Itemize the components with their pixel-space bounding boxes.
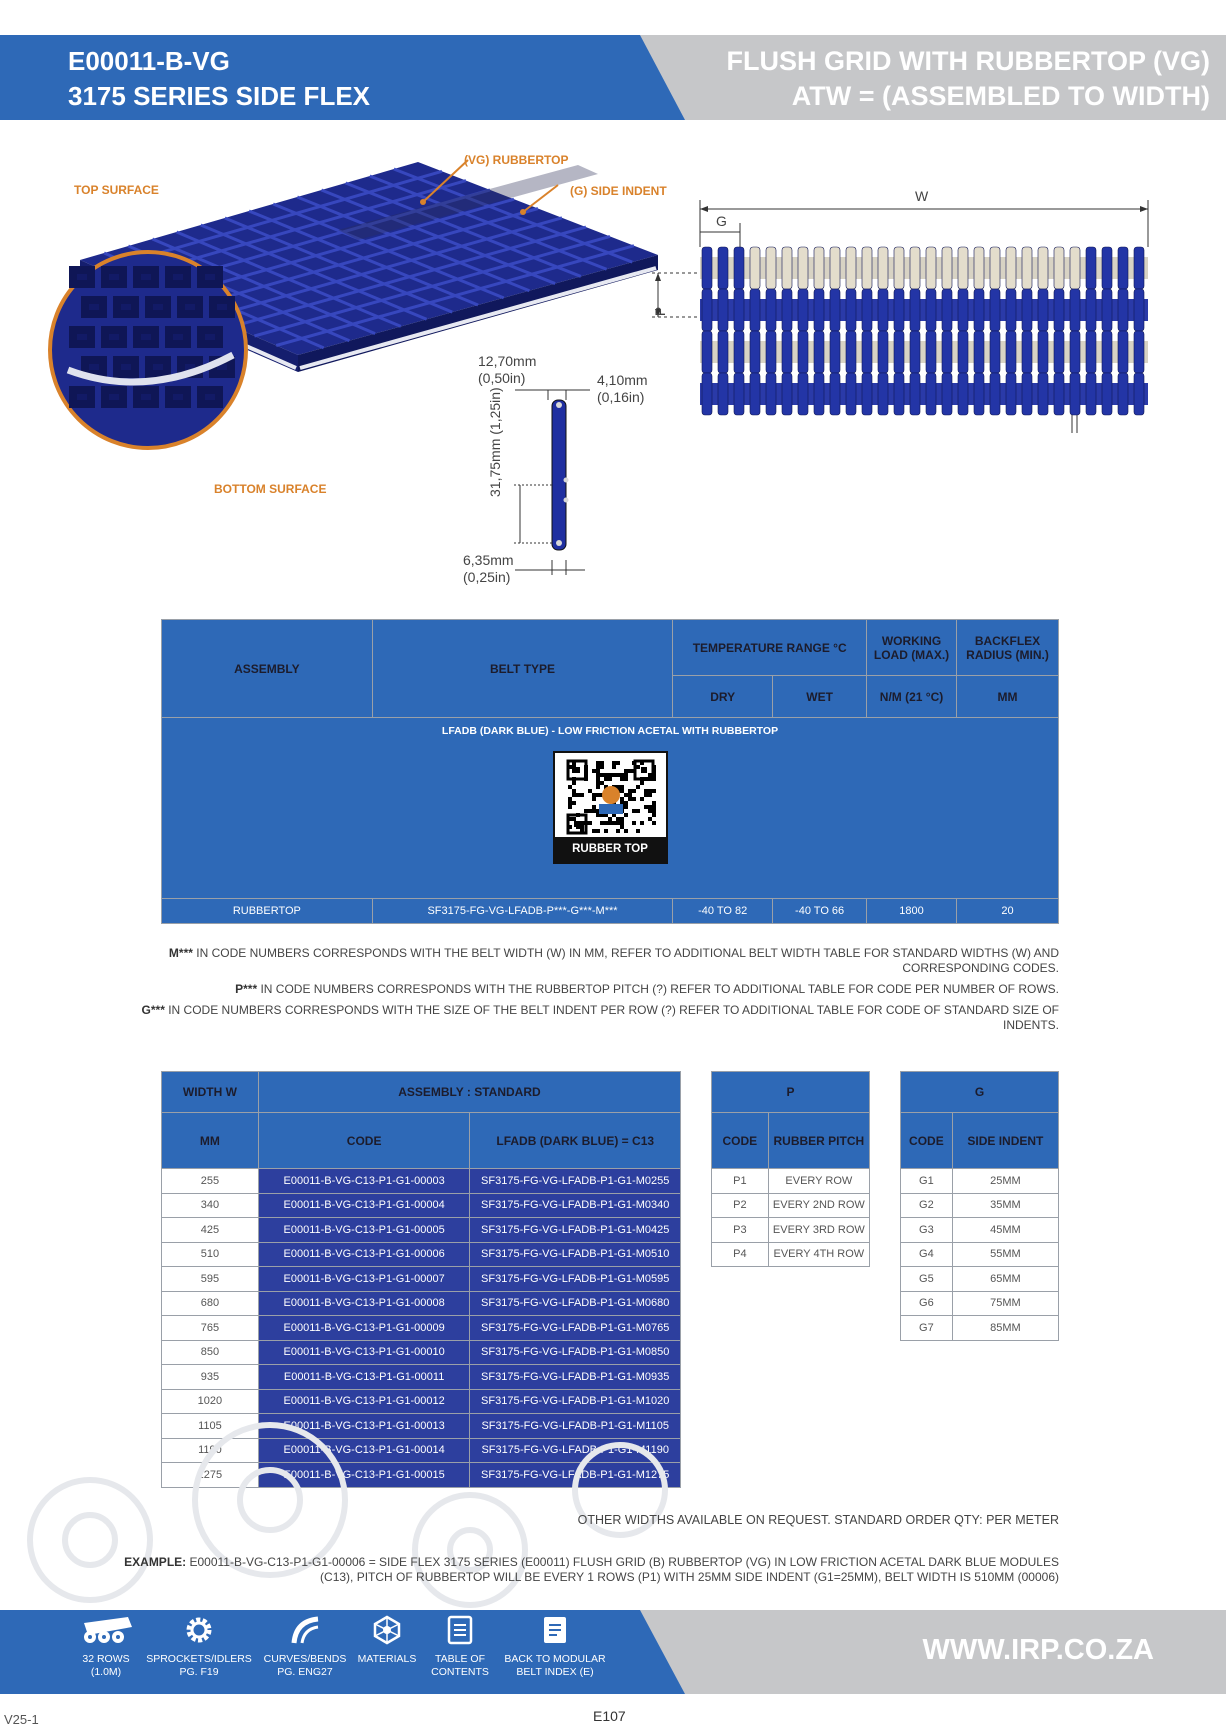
example-text2: (C13), PITCH OF RUBBERTOP WILL BE EVERY 1 ROWS (P1) WITH 25MM SIDE INDENT (G1=25MM), BELT WIDTH IS 510MM (00006) <box>320 1570 1059 1584</box>
mm-header: MM <box>162 1113 259 1169</box>
lfadb-code-cell: SF3175-FG-VG-LFADB-P1-G1-M1275 <box>470 1463 681 1488</box>
nav-materials-l1: MATERIALS <box>357 1653 417 1665</box>
assembly-code-cell: E00011-B-VG-C13-P1-G1-00009 <box>258 1316 470 1341</box>
table-row <box>712 1218 870 1243</box>
nav-back-l2: BELT INDEX (E) <box>516 1666 594 1678</box>
base-in: (0,25in) <box>463 569 511 585</box>
assembly-code-cell: E00011-B-VG-C13-P1-G1-00014 <box>258 1438 470 1463</box>
row-load: 1800 <box>867 899 957 924</box>
width-mm-cell: 1275 <box>162 1463 259 1488</box>
product-title <box>68 44 370 114</box>
nav-toc-l1: TABLE OF <box>435 1653 485 1665</box>
row-belt-type: SF3175-FG-VG-LFADB-P***-G***-M*** <box>372 899 673 924</box>
version-label: V25-1 <box>4 1712 39 1727</box>
qr-code[interactable] <box>553 751 668 864</box>
width-mm-cell: 680 <box>162 1291 259 1316</box>
materials-icon <box>372 1615 402 1645</box>
pitch-in: (0,50in) <box>478 370 526 386</box>
nav-materials[interactable] <box>356 1615 418 1666</box>
document-icon <box>542 1615 568 1645</box>
curve-icon <box>290 1615 320 1645</box>
table-row <box>162 1218 681 1243</box>
lfadb-code-cell: SF3175-FG-VG-LFADB-P1-G1-M0425 <box>470 1218 681 1243</box>
base-dimension <box>463 552 514 586</box>
rubbertop-label: (VG) RUBBERTOP <box>464 153 569 167</box>
note-p-key: P*** <box>235 982 258 996</box>
table-row <box>162 1193 681 1218</box>
row-radius: 20 <box>957 899 1059 924</box>
bottom-surface-label: BOTTOM SURFACE <box>214 482 327 496</box>
g-code-cell: G1 <box>901 1169 953 1194</box>
assembly-code-cell: E00011-B-VG-C13-P1-G1-00006 <box>258 1242 470 1267</box>
width-mm-cell: 765 <box>162 1316 259 1341</box>
g-indent-cell: 35MM <box>952 1193 1058 1218</box>
col-working-load: WORKING LOAD (MAX.) <box>867 620 957 676</box>
g-indent-cell: 65MM <box>952 1267 1058 1292</box>
note-g-text2: INDENTS. <box>1002 1018 1059 1032</box>
note-m-text: IN CODE NUMBERS CORRESPONDS WITH THE BELT WIDTH (W) IN MM, REFER TO ADDITIONAL BELT WIDTH TABLE FOR STANDARD WIDTHS (W) AND <box>192 946 1059 960</box>
width-mm-cell: 1105 <box>162 1414 259 1439</box>
pitch-symbol: P <box>652 306 669 317</box>
table-row <box>162 1316 681 1341</box>
width-mm-cell: 1020 <box>162 1389 259 1414</box>
nav-sprockets-l2: PG. F19 <box>179 1666 219 1678</box>
g-code-cell: G3 <box>901 1218 953 1243</box>
table-row <box>162 1242 681 1267</box>
p-code-header: CODE <box>712 1113 769 1169</box>
base-mm: 6,35mm <box>463 552 514 568</box>
row-assembly: RUBBERTOP <box>162 899 373 924</box>
nav-curves-l2: PG. ENG27 <box>277 1666 333 1678</box>
nav-curves[interactable] <box>260 1615 350 1679</box>
g-code-cell: G2 <box>901 1193 953 1218</box>
table-row <box>901 1218 1059 1243</box>
p-pitch-cell: EVERY 2ND ROW <box>768 1193 869 1218</box>
width-mm-cell: 595 <box>162 1267 259 1292</box>
material-title: LFADB (DARK BLUE) - LOW FRICTION ACETAL WITH RUBBERTOP <box>441 725 779 737</box>
assembly-code-cell: E00011-B-VG-C13-P1-G1-00003 <box>258 1169 470 1194</box>
g-indent-cell: 75MM <box>952 1291 1058 1316</box>
g-indent-cell: 45MM <box>952 1218 1058 1243</box>
width-symbol: W <box>915 188 929 204</box>
g-code-cell: G4 <box>901 1242 953 1267</box>
width-header: WIDTH W <box>162 1072 259 1113</box>
lfadb-header: LFADB (DARK BLUE) = C13 <box>470 1113 681 1169</box>
nav-curves-l1: CURVES/BENDS <box>263 1653 347 1665</box>
col-assembly: ASSEMBLY <box>162 620 373 718</box>
nav-back-to-index[interactable] <box>502 1615 608 1679</box>
website-link[interactable]: WWW.IRP.CO.ZA <box>922 1634 1154 1666</box>
height-dimension <box>487 387 504 497</box>
g-indent-cell: 25MM <box>952 1169 1058 1194</box>
g-indent-cell: 85MM <box>952 1316 1058 1341</box>
assembly-code-cell: E00011-B-VG-C13-P1-G1-00007 <box>258 1267 470 1292</box>
lfadb-code-cell: SF3175-FG-VG-LFADB-P1-G1-M1105 <box>470 1414 681 1439</box>
width-mm-cell: 255 <box>162 1169 259 1194</box>
assembly-code-cell: E00011-B-VG-C13-P1-G1-00013 <box>258 1414 470 1439</box>
indent-symbol: G <box>716 213 727 229</box>
lfadb-code-cell: SF3175-FG-VG-LFADB-P1-G1-M0340 <box>470 1193 681 1218</box>
top-surface-label: TOP SURFACE <box>74 183 159 197</box>
lfadb-code-cell: SF3175-FG-VG-LFADB-P1-G1-M0510 <box>470 1242 681 1267</box>
width-mm-cell: 510 <box>162 1242 259 1267</box>
product-subtitle <box>727 44 1211 114</box>
table-row <box>901 1193 1059 1218</box>
lfadb-code-cell: SF3175-FG-VG-LFADB-P1-G1-M0765 <box>470 1316 681 1341</box>
note-m-key: M*** <box>168 946 193 960</box>
width-mm-cell: 340 <box>162 1193 259 1218</box>
p-table <box>711 1071 870 1267</box>
table-row <box>162 1340 681 1365</box>
subtitle-line1: FLUSH GRID WITH RUBBERTOP (VG) <box>726 46 1210 76</box>
table-row <box>162 1267 681 1292</box>
width-mm-cell: 1190 <box>162 1438 259 1463</box>
col-nm: N/M (21 °C) <box>867 676 957 718</box>
qr-pattern-icon <box>555 757 666 837</box>
table-row <box>901 1242 1059 1267</box>
nav-back-l1: BACK TO MODULAR <box>504 1653 606 1665</box>
belt-icon <box>78 1615 134 1645</box>
assembly-code-cell: E00011-B-VG-C13-P1-G1-00010 <box>258 1340 470 1365</box>
g-code-cell: G5 <box>901 1267 953 1292</box>
lfadb-code-cell: SF3175-FG-VG-LFADB-P1-G1-M0255 <box>470 1169 681 1194</box>
nav-toc-l2: CONTENTS <box>431 1666 489 1678</box>
lfadb-code-cell: SF3175-FG-VG-LFADB-P1-G1-M0680 <box>470 1291 681 1316</box>
nav-sprockets[interactable] <box>146 1615 252 1679</box>
p-code-cell: P1 <box>712 1169 769 1194</box>
nav-32-rows-l2: (1.0M) <box>90 1666 122 1678</box>
p-pitch-header: RUBBER PITCH <box>768 1113 869 1169</box>
side-indent-label: (G) SIDE INDENT <box>570 184 667 198</box>
row-wet: -40 TO 66 <box>773 899 867 924</box>
product-series: 3175 SERIES SIDE FLEX <box>68 81 371 111</box>
pitch-mm: 12,70mm <box>478 353 537 369</box>
col-wet: WET <box>773 676 867 718</box>
g-code-cell: G7 <box>901 1316 953 1341</box>
nav-32-rows-l1: 32 ROWS <box>82 1653 130 1665</box>
example-label: EXAMPLE: <box>124 1555 187 1569</box>
assembly-code-cell: E00011-B-VG-C13-P1-G1-00015 <box>258 1463 470 1488</box>
note-g <box>142 1003 1059 1033</box>
note-m <box>169 946 1059 976</box>
table-row <box>901 1267 1059 1292</box>
nav-table-of-contents[interactable] <box>428 1615 492 1679</box>
thickness-in: (0,16in) <box>597 389 645 405</box>
assembly-code-cell: E00011-B-VG-C13-P1-G1-00008 <box>258 1291 470 1316</box>
other-widths-note: OTHER WIDTHS AVAILABLE ON REQUEST. STANDARD ORDER QTY: PER METER <box>577 1513 1059 1527</box>
table-row <box>712 1169 870 1194</box>
table-row <box>162 1291 681 1316</box>
g-indent-cell: 55MM <box>952 1242 1058 1267</box>
col-dry: DRY <box>673 676 773 718</box>
p-code-cell: P3 <box>712 1218 769 1243</box>
thickness-mm: 4,10mm <box>597 372 648 388</box>
note-g-text: IN CODE NUMBERS CORRESPONDS WITH THE SIZE OF THE BELT INDENT PER ROW (?) REFER TO ADDITIONAL TABLE FOR CODE OF STANDARD SIZE OF <box>164 1003 1059 1017</box>
table-row <box>162 1169 681 1194</box>
assembly-standard-header: ASSEMBLY : STANDARD <box>258 1072 680 1113</box>
width-mm-cell: 935 <box>162 1365 259 1390</box>
p-code-cell: P4 <box>712 1242 769 1267</box>
p-pitch-cell: EVERY 3RD ROW <box>768 1218 869 1243</box>
lfadb-code-cell: SF3175-FG-VG-LFADB-P1-G1-M0850 <box>470 1340 681 1365</box>
lfadb-code-cell: SF3175-FG-VG-LFADB-P1-G1-M0595 <box>470 1267 681 1292</box>
table-row <box>901 1316 1059 1341</box>
product-code: E00011-B-VG <box>68 46 230 76</box>
p-pitch-cell: EVERY ROW <box>768 1169 869 1194</box>
g-title: G <box>901 1072 1059 1113</box>
row-dry: -40 TO 82 <box>673 899 773 924</box>
width-mm-cell: 425 <box>162 1218 259 1243</box>
qr-label: RUBBER TOP <box>555 837 666 862</box>
lfadb-code-cell: SF3175-FG-VG-LFADB-P1-G1-M1190 <box>470 1438 681 1463</box>
assembly-code-cell: E00011-B-VG-C13-P1-G1-00005 <box>258 1218 470 1243</box>
assembly-code-cell: E00011-B-VG-C13-P1-G1-00004 <box>258 1193 470 1218</box>
g-indent-header: SIDE INDENT <box>952 1113 1058 1169</box>
g-code-cell: G6 <box>901 1291 953 1316</box>
p-pitch-cell: EVERY 4TH ROW <box>768 1242 869 1267</box>
note-m-text2: CORRESPONDING CODES. <box>902 961 1059 975</box>
pitch-dimension <box>478 353 536 387</box>
note-g-key: G*** <box>141 1003 165 1017</box>
p-title: P <box>712 1072 870 1113</box>
spec-table <box>161 619 1059 924</box>
nav-sprockets-l1: SPROCKETS/IDLERS <box>146 1653 252 1665</box>
lfadb-code-cell: SF3175-FG-VG-LFADB-P1-G1-M1020 <box>470 1389 681 1414</box>
table-row <box>712 1193 870 1218</box>
table-row <box>901 1291 1059 1316</box>
example-note <box>124 1555 1059 1585</box>
height-mm: 31,75mm <box>487 438 503 497</box>
width-mm-cell: 850 <box>162 1340 259 1365</box>
g-code-header: CODE <box>901 1113 953 1169</box>
material-section <box>162 718 1059 899</box>
col-belt-type: BELT TYPE <box>372 620 673 718</box>
page-number: E107 <box>593 1708 626 1724</box>
g-table <box>900 1071 1059 1341</box>
col-temperature: TEMPERATURE RANGE °C <box>673 620 867 676</box>
table-row <box>712 1242 870 1267</box>
gear-icon <box>184 1615 214 1645</box>
example-text1: E00011-B-VG-C13-P1-G1-00006 = SIDE FLEX 3175 SERIES (E00011) FLUSH GRID (B) RUBBERTOP (VG) IN LOW FRICTION ACETAL DARK BLUE MODULES <box>186 1555 1059 1569</box>
document-icon <box>447 1615 473 1645</box>
note-p-text: IN CODE NUMBERS CORRESPONDS WITH THE RUBBERTOP PITCH (?) REFER TO ADDITIONAL TABLE FOR CODE PER NUMBER OF ROWS. <box>257 982 1059 996</box>
col-mm: MM <box>957 676 1059 718</box>
assembly-code-cell: E00011-B-VG-C13-P1-G1-00011 <box>258 1365 470 1390</box>
assembly-code-cell: E00011-B-VG-C13-P1-G1-00012 <box>258 1389 470 1414</box>
height-in: (1,25in) <box>487 387 503 435</box>
table-row <box>901 1169 1059 1194</box>
lfadb-code-cell: SF3175-FG-VG-LFADB-P1-G1-M0935 <box>470 1365 681 1390</box>
subtitle-line2: ATW = (ASSEMBLED TO WIDTH) <box>791 81 1210 111</box>
p-code-cell: P2 <box>712 1193 769 1218</box>
code-header: CODE <box>258 1113 470 1169</box>
nav-32-rows[interactable] <box>66 1615 146 1679</box>
note-p <box>235 982 1059 997</box>
col-backflex: BACKFLEX RADIUS (MIN.) <box>957 620 1059 676</box>
